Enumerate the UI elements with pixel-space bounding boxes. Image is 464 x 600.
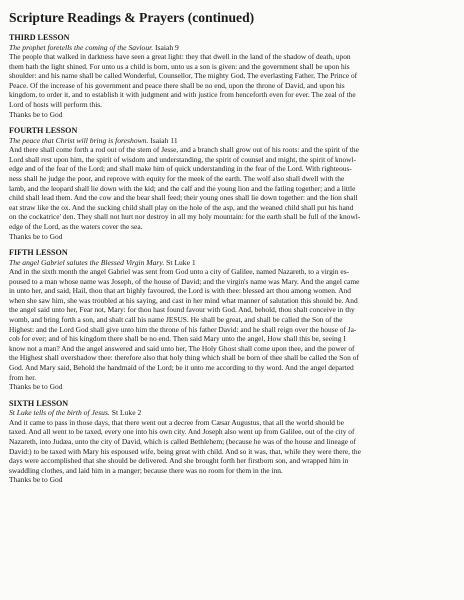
lesson-body-line: taxed. And all went to be taxed, every one into his own city. And Joseph also went up from Galilee, out of the city of [9,427,355,437]
lesson-body [9,145,453,231]
page-title: Scripture Readings & Prayers (continued) [9,10,255,25]
lesson-body-line: know not a man? And the angel answered and said unto her, The Holy Ghost shall come upon thee, and the power of [9,343,355,353]
lesson-body-line: Nazareth, into Judæa, unto the city of David, which is called Bethlehem; (because he was of the house and lineage of [9,437,356,446]
lesson-body-line: Highest: and the Lord God shall give unto him the throne of his father David: and he shall reign over the house of Ja- [9,324,357,334]
lesson-body-line: poused to a man whose name was Joseph, of the house of David; and the virgin's name was Mary. And the angel came [9,276,360,286]
lesson-body-line: Peace. Of the increase of his government and peace there shall be no end, upon the throne of David, and upon his [9,80,345,90]
lesson-body [9,267,453,382]
lesson-body-line: in unto her, and said, Hail, thou that art highly favoured, the Lord is with thee: blessed art thou among women. And [9,286,351,296]
lesson-closing-response: Thanks be to God [9,109,63,119]
lesson-subtitle [9,136,453,145]
lesson-subtitle-description: The peace that Christ will bring is foreshown. [9,135,149,145]
lesson-body [9,52,453,110]
lesson-scripture-reference: Isaiah 11 [148,135,178,145]
lesson-body-line: womb, and bring forth a son, and shalt call his name JESUS. He shall be great, and shall be called the Son of the [9,315,343,325]
lesson-body-line: days were accomplished that she should be delivered. And she brought forth her firstborn son, and wrapped him in [9,456,349,466]
lesson-section [9,126,453,241]
lesson-subtitle [9,43,453,52]
lesson-subtitle-description: The angel Gabriel salutes the Blessed Virgin Mary. [9,257,165,267]
lesson-scripture-reference: Isaiah 9 [153,42,179,52]
lesson-body [9,418,453,476]
lesson-body-line: And in the sixth month the angel Gabriel was sent from God unto a city of Galilee, named Nazareth, to a virgin es- [9,267,350,277]
lesson-body-line: God. And Mary said, Behold the handmaid of the Lord; be it unto me according to thy word. And the angel departed [9,363,354,373]
lesson-body-line: ness shall he judge the poor, and reprove with equity for the meek of the earth. The wolf also shall dwell with the [9,173,345,183]
lesson-body-line: the Highest shall overshadow thee: therefore also that holy thing which shall be born of thee shall be called the Son of [9,353,359,363]
lesson-scripture-reference: St Luke 2 [109,408,142,418]
lesson-body-line: And it came to pass in those days, that there went out a decree from Cæsar Augustus, that all the world should be [9,417,344,427]
lesson-body-line: swaddling clothes, and laid him in a manger; because there was no room for them in the inn. [9,465,283,475]
lessons-container [9,33,453,485]
lesson-subtitle [9,258,453,267]
lesson-body-line: on the cockatrice' den. They shall not hurt nor destroy in all my holy mountain: for the earth shall be full of the knowl- [9,212,361,222]
lesson-body-line: the angel said unto her, Fear not, Mary: for thou hast found favour with God. And, behold, thou shalt conceive in thy [9,305,355,315]
lesson-closing-response: Thanks be to God [9,231,63,241]
lesson-subtitle [9,408,453,417]
lesson-body-line: them hath the light shined. For unto us a child is born, unto us a son is given: and the government shall be upon his [9,61,350,71]
lesson-body-line: lamb, and the leopard shall lie down with the kid; and the calf and the young lion and the fatling together; and a little [9,183,356,193]
lesson-body-line: when she saw him, she was troubled at his saying, and cast in her mind what manner of salutation this should be. And [9,295,358,305]
lesson-body-line: kingdom, to order it, and to establish it with judgment and with justice from henceforth even for ever. The zeal of the [9,90,356,100]
lesson-body-line: David:) to be taxed with Mary his espoused wife, being great with child. And so it was, that, while they were there, the [9,446,361,456]
lesson-body-line: edge and of the fear of the Lord; and shall make him of quick understanding in the fear of the Lord. With righteous- [9,164,352,174]
lesson-section [9,399,453,485]
lesson-subtitle-description: St Luke tells of the birth of Jesus. [9,408,110,418]
lesson-section [9,33,453,119]
lesson-heading: THIRD LESSON [9,33,70,42]
lesson-body-line: edge of the Lord, as the waters cover the sea. [9,221,143,231]
lesson-closing-response: Thanks be to God [9,475,63,485]
lesson-body-line: shoulder: and his name shall be called Wonderful, Counsellor, The mighty God, The everlasting Father, The Prince of [9,71,358,81]
lesson-body-line: The people that walked in darkness have seen a great light: they that dwell in the land of the shadow of death, upon [9,52,351,61]
lesson-heading: SIXTH LESSON [9,398,69,408]
lesson-body-line: Lord shall rest upon him, the spirit of wisdom and understanding, the spirit of counsel and might, the spirit of knowl- [9,154,357,164]
lesson-body-line: child shall lead them. And the cow and the bear shall feed; their young ones shall lie down together: and the lion shall [9,193,358,203]
lesson-heading: FOURTH LESSON [9,126,78,136]
lesson-body-line: And there shall come forth a rod out of the stem of Jesse, and a branch shall grow out of his roots: and the spirit of the [9,145,359,155]
lesson-body-line: from her. [9,372,37,382]
lesson-closing-response: Thanks be to God [9,382,63,392]
lesson-subtitle-description: The prophet foretells the coming of the Saviour. [9,42,154,52]
lesson-heading: FIFTH LESSON [9,248,68,258]
lesson-body-line: Lord of hosts will perform this. [9,99,102,109]
lesson-scripture-reference: St Luke 1 [164,257,196,267]
lesson-body-line: eat straw like the ox. And the sucking child shall play on the hole of the asp, and the weaned child shall put his hand [9,202,354,212]
lesson-section [9,248,453,392]
lesson-body-line: cob for ever; and of his kingdom there shall be no end. Then said Mary unto the angel, How shall this be, seeing I [9,334,346,344]
